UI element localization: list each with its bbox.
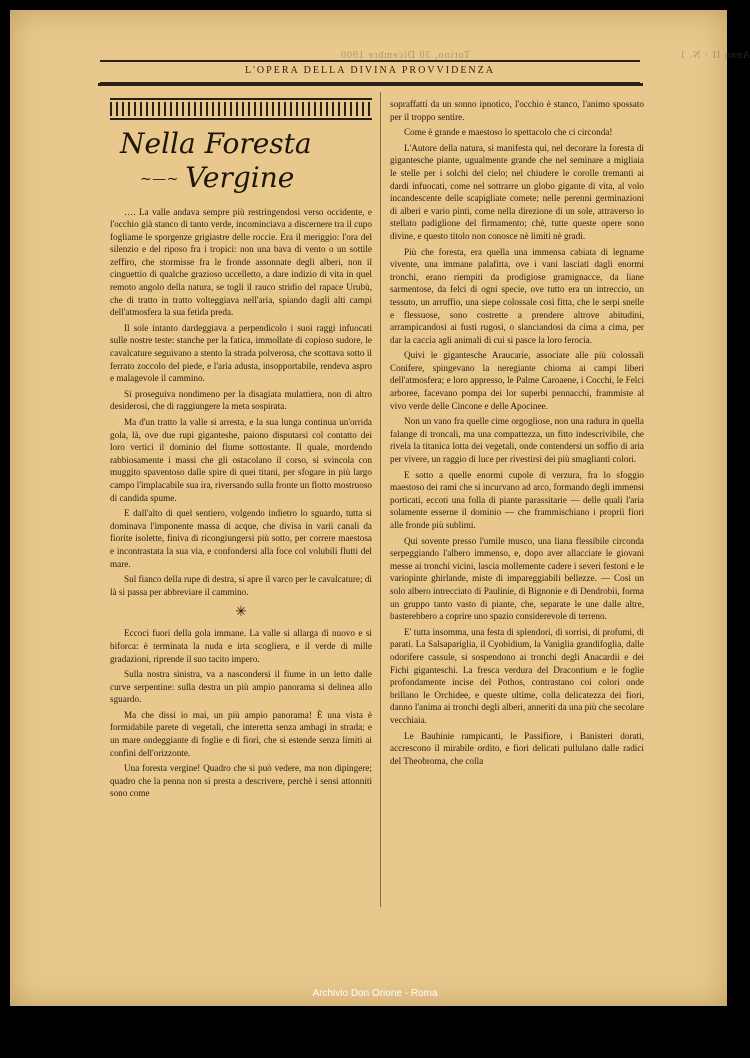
column-divider — [380, 92, 381, 907]
bleed-through-text-right: Anno II · N. 1 — [679, 50, 750, 61]
right-paragraph: Più che foresta, era quella una immensa cabiata di legname vivente, una immane palafitta, ove i vani lasciati dagli enormi tronchi, erano riempiti da prodigiose gramignacce, da liane sarmentose, da felci di ogni specie, ove tutto era un intreccio, un tessuto, un arruffio, una siepe colossale così fitta, che le serpi snelle e flessuose, sono costrette a prendere altrove abitudini, arrampicandosi ai fusti rugosi, o slanciandosi da cima a cima, per dar la caccia agli animali di cui si pasce la loro ferocia. — [390, 246, 644, 345]
right-column — [390, 98, 644, 770]
left-paragraph: Ma d'un tratto la valle si arresta, e la sua lunga continua un'orrida gola, là, ove due rupi giganteshe, paiono disputarsi col contatto dei loro vertici il dominio del fiume sottostante. Il quale, mordendo rabbiosamente i massi che gli ostacolano il corso, si svincola con muggito spaventoso dalle spire di quei titani, per sfogare in più largo campo l'implacabile sua ira, riversando sulla fronte un flotto mostruoso di candida spume. — [110, 417, 372, 503]
newspaper-page — [10, 10, 750, 1006]
right-paragraph: sopraffatti da un sonno ipnotico, l'occhio è stanco, l'animo spossato per il troppo sentire. — [390, 99, 644, 122]
section-separator: ✳ — [235, 605, 247, 621]
right-paragraph: E sotto a quelle enormi cupole di verzura, fra lo sfoggio maestoso dei rami che si incurvano ad arco, formando degli immensi porticati, eccoti una folla di piante parassitarie — delle quali l'aria solamente esserne il dominio — che frammischiano i proprii fiori alle fronde più sublimi. — [390, 469, 644, 530]
left-paragraph: Ma che dissi io mai, un più ampio panorama! È una vista è formidabile parete di vegetali, che interetta senza ambagi in strada; e un mare ondeggiante di foglie e di fiori, che si estende senza limiti ai confini dell'orizzonte. — [110, 709, 372, 758]
left-paragraph: Sulla nostra sinistra, va a nascondersi il fiume in un letto dalle curve serpentine: sulla destra un più ampio panorama si delinea allo sguardo. — [110, 669, 372, 705]
right-paragraph: Quivi le gigantesche Araucarie, associate alle più colossali Conifere, spingevano la neregiante chioma ai campi liberi dell'atmosfera; e loro appresso, le Palme Caroaene, i Cocchi, le Felci arboree, facevano pompa dei lor superbi pennacchi, frammiste al vivo verde delle Cincone e delle Apocinee. — [390, 350, 644, 411]
left-paragraph: Una foresta vergine! Quadro che si può vedere, ma non dipingere; quadro che la penna non si presta a descrivere, perchè i sensi attonniti sono come — [110, 763, 372, 799]
left-paragraph: Sul fianco della rupe di destra, si apre il varco per le cavalcature; di là si passa per abbreviare il cammino. — [110, 574, 372, 597]
article-title-line2: ~ — ~ Vergine — [140, 161, 295, 194]
left-paragraph: Si proseguiva nondimeno per la disagiata mulattiera, non di altro desiderosi, che di raggiungere la meta sospirata. — [110, 388, 372, 412]
right-paragraph: Non un vano fra quelle cime orgogliose, non una radura in quella falange di troncali, ma una compattezza, un fitto indescrivibile, che rivela la titanica lotta dei vegetali, onde contendersi un soffio di aria per vivere, un raggio di luce per rivestirsi dei più smaglianti colori. — [390, 416, 644, 465]
right-paragraph: E' tutta insomma, una festa di splendori, di sorrisi, di profumi, di parati. La Salsapariglia, il Cyobidium, la Vaniglia grandifoglia, dalle odorifere cassule, si sospendono ai tronchi degli Anacardii e dei Fichi giganteschi. La fresca verdura del Dracontium e le foglie profondamente incise del Pothos, contrastano coi colori onde brillano le Orchidee, e queste ultime, colla delicatezza dei fiori, danno l'anima ai tronchi degli alberi, anneriti da una più che secolare vecchiaia. — [390, 626, 644, 725]
title-swash: ~ — ~ — [140, 171, 177, 188]
right-paragraph: L'Autore della natura, si manifesta qui, nel decorare la foresta di gigantesche piante, ugualmente grande che nel seminare a migliaia le stelle per i solchi del cielo; nel chiudere le corolle tremanti ai dardi infuocati, come nel sottrarre un globo gigante di vita, al volo incandescente delle scapigliate comete; nelle perenni germinazioni di alberi e vario pinti, come nella direzione di un sole, attraverso lo stellato padiglione del firmamento; chè, tutte queste opere sono divine, e questo titolo non conosce nè limiti nè gradi. — [390, 142, 644, 241]
left-paragraph: E dall'alto di quel sentiero, volgendo indietro lo sguardo, tutta si dominava l'imponente massa di acque, che divisa in varii canali da fiorite isolette, finiva di ricongiungersi più sotto, per correre maestosa e incontrastata la sua via, e confondersi alla foce col volubili flutti del mare. — [110, 508, 372, 569]
ornamental-border — [110, 98, 372, 120]
masthead-header: L'OPERA DELLA DIVINA PROVVIDENZA — [100, 60, 640, 83]
right-paragraph: Qui sovente presso l'umile musco, una liana flessibile circonda serpeggiando l'albero immenso, e, dopo aver allacciate le giovani messe ai tronchi vicini, lascia mollemente cadere i severi festoni e le variopinte ghirlande, miste di impareggiabili bellezze. — Così un solo albero intrecciato di Paulinie, di Bignonie e di Dendrobii, forma un gruppo tanto vasto di piante, che, separate le une dalle altre, basterebbero a coprire uno spazio considerevole di terreno. — [390, 535, 644, 622]
left-paragraph: …. La valle andava sempre più restringendosi verso occidente, e l'occhio già stanco di tanto verde, incominciava a discernere tra il cupo fogliame le sporgenze grigiastre delle roccie. Era il meriggio: l'ora del silenzio e del riposo fra i tropici: non una bava di vento o un sottile zeffiro, che stormisse fra le fronde assonnate degli alberi, non il cinguettio di qualche grazioso uccelletto, a dare indizio di vita in quel remoto angolo della natura, se togli il rauco stridio del rapace Urubù, che di tratto in tratto volteggiava nell'aria, spiando dagli alti campi dell'atmosfera la sua fetida preda. — [110, 206, 372, 318]
archive-caption: Archivio Don Orione - Roma — [312, 988, 438, 999]
bleed-through-text-left: Torino, 30 Dicembre 1900 — [340, 50, 470, 61]
masthead-rule — [98, 83, 643, 86]
left-column — [110, 98, 372, 803]
left-paragraph: Il sole intanto dardeggiava a perpendicolo i suoi raggi infuocati sulle nostre teste: stanche per la fatica, immollate di copioso sudore, le cavalcature seguivano a stento la strada polverosa, che scottava sotto il ferrato zoccolo del piede, e l'aria adusta, insopportabile, rendeva aspro e malagevole il cammino. — [110, 322, 372, 384]
right-paragraph: Le Bauhinie rampicanti, le Passifiore, i Banisteri dorati, accrescono il mirabile ordito, e fiori delicati pullulano dalle radici del Theobroma, che colla — [390, 730, 644, 766]
right-paragraph: Come è grande e maestoso lo spettacolo che ci circonda! — [404, 127, 613, 138]
left-paragraph: Eccoci fuori della gola immane. La valle si allarga di nuovo e si biforca: è terminata la nuda e irta scogliera, e il verde di mille gradazioni, riprende il suo tacito impero. — [110, 628, 372, 664]
article-title-line1: Nella Foresta — [120, 127, 312, 160]
